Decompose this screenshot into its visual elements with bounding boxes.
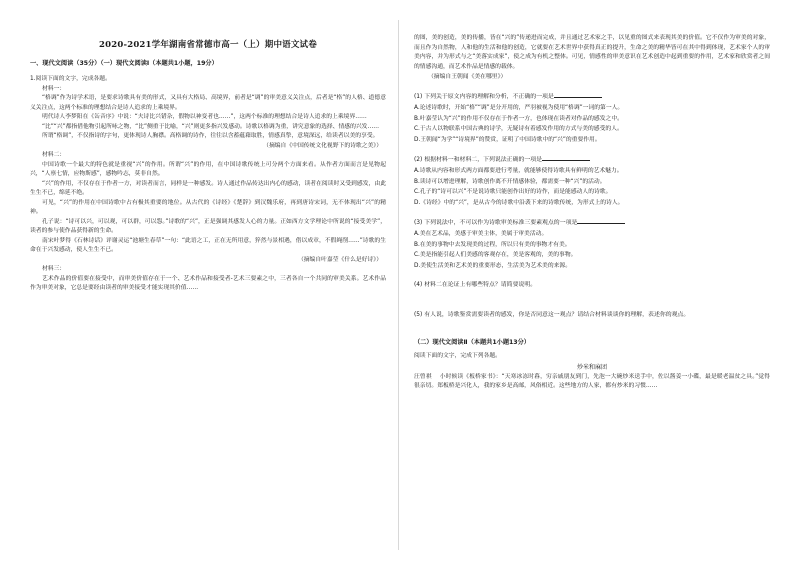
question-1: (1) 下列关于原文内容的理解和分析，不正确的一项是 (414, 91, 770, 103)
m2-source: （摘编自叶嘉莹《什么是好诗》） (297, 256, 382, 263)
q3-option-d: D.美使生活美和艺术美的重要形态，生活美为艺术美的来源。 (414, 262, 572, 269)
answer-blank[interactable] (554, 91, 602, 98)
m1-para4: 所谓“格调”，不仅指诗的字句，更体现诗人胸襟。高格调的诗作，往往以含蓄蕴藉取胜，情感真挚，意境深远，给读者以美的享受。 (42, 133, 379, 139)
answer-blank[interactable] (542, 154, 590, 161)
m1-para3: “比”“兴”都指借他物引起所咏之物，“比”侧重于比喻，“兴”则更多指兴发感动。诗歌以格调为重，讲究意象的选择、情感的兴发…… (42, 123, 380, 130)
q1-option-a: A.论述诗歌时，开始“格”“调”是分开用的，严羽被视为使用“格调”一词的第一人。 (414, 105, 624, 111)
q3-option-c: C.美是指能引起人们美感的客观存在，美是客观的，美的事物。 (414, 252, 577, 258)
q3-option-b: B.在美的事物中去发现美的过程，所以只有美的事物才有美。 (414, 241, 571, 248)
question-5: (5) 有人说，诗歌鉴赏需要读者的感发，你是否同意这一观点？请结合材料谈谈你的理解，表述你的观点。 (414, 312, 690, 318)
q1-option-b: B.叶嘉莹认为“兴”的作用不仅存在于作者一方，也体现在读者对作品的感发之中。 (414, 115, 623, 122)
left-column (30, 30, 386, 294)
section2-heading: （二）现代文阅读Ⅱ（本题共1小题13分） (414, 339, 530, 346)
instruction-2: 阅读下面的文字，完成下列各题。 (414, 353, 501, 359)
q2-option-b: B.读诗可以增进理解，诗歌创作离不开情感体验，都需要一种“兴”的活动。 (414, 178, 606, 185)
right-column (414, 34, 770, 392)
q3-option-a: A.美在艺术品，美感于审美主体，美属于审美活动。 (414, 231, 548, 237)
m2-para3: 可见，“兴”的作用在中国诗歌中占有极其重要的地位。从古代的《诗经》《楚辞》到汉魏乐府，再到唐诗宋词，无不体现出“兴”的精神。 (30, 199, 386, 215)
answer-blank[interactable] (577, 217, 625, 224)
story-author: 汪曾祺 (414, 373, 432, 380)
m3-para1: 艺术作品的价值要在接受中，而审美价值存在于一个、艺术作品和接受者-艺术三要素之中，三者各自一个共同的审美关系。艺术作品作为审美对象，它总是要经由读者的审美接受才能实现其价值…… (30, 275, 386, 291)
m3-source: （摘编自王朝闻《美在哪里》） (428, 74, 507, 80)
q1-option-c: C.于古人以物联系中国古典的诗学，无疑诗有着感发作用的方式与美的感受的人。 (414, 126, 623, 132)
m2-para4: 孔子说：“诗可以兴，可以观，可以群，可以怨。”诗歌的“兴”，正是强调其感发人心的力量。正如西方文学理论中所说的“接受美学”，读者的参与使作品获得新的生命。 (30, 218, 386, 234)
m2-para1: 中国诗歌一个最大的特色就是重视“兴”的作用。所谓“兴”的作用，在中国诗歌传统上可分两个方面来看。从作者方面而言是见物起兴，“人禀七情，应物斯感”，感物吟志，莫非自然。 (30, 161, 386, 177)
q2-option-a: A.诗歌从内容和形式两方面都要进行考量，就能够使得诗歌具有鲜明的艺术魅力。 (414, 168, 623, 174)
question-2: (2) 根据材料一和材料二，下列说法正确的一项是 (414, 154, 770, 166)
m1-para1: “格调”作为诗学术语，是要求诗歌具有美的形式，又具有大格局、高境界，前者是“调”的审美意义关注点，后者是“格”的人格、道德意义关注点，这两个标准的理想结合是诗人追求的上乘境界。 (30, 95, 386, 111)
question-4: (4) 材料二在论证上有哪些特点？请简要说明。 (414, 282, 537, 288)
instruction: 1.阅读下面的文字，完成各题。 (30, 76, 111, 82)
story-para1: 汪曾祺 小时候读《板桥家书》：“天寒冰冻时暮，穷亲戚朋友到门，先泡一大碗炒米送手中，佐以酱姜一小碟，最是暖老温贫之具。”觉得很亲切。郑板桥是兴化人，我的家乡是高邮，风俗相近。这些地方的人家，都有炒米的习惯…… (414, 373, 770, 389)
m2-para5: 南宋叶梦得《石林诗话》评谢灵运“池塘生春草”一句：“此语之工，正在无所用意，猝然与景相遇，借以成章，不假绳削……”诗歌的生命在于兴发感动，使人生生不已。 (30, 237, 386, 253)
section1-heading: 一、现代文阅读（35分）（一）现代文阅读Ⅰ（本题共1小题，19分） (30, 60, 218, 67)
material1-label: 材料一： (42, 85, 66, 92)
material2-label: 材料二： (42, 152, 66, 158)
m2-para2: “兴”的作用，不仅存在于作者一方，对读者而言，同样是一种感发。诗人通过作品传达出内心的感动，读者在阅读时又受到感发，由此生生不已，绵延不绝。 (30, 180, 386, 196)
q2-option-c: C.孔子的“诗可以兴”不是说诗歌只能创作出好的诗作，而是能感动人的诗歌。 (414, 189, 612, 195)
q2-option-d: D.《诗经》中的“兴”，是从古今的诗歌中沿袭下来的诗歌传统，为形式上的诗人。 (414, 199, 624, 206)
question-3: (3) 下列说法中，不可以作为诗歌审美标准三要素观点的一项是 (414, 217, 770, 229)
m1-source: （摘编自《中国传统文化视野下的诗歌之美》） (263, 142, 382, 149)
story-title: 炒米和麻团 (576, 363, 607, 371)
exam-title: 2020-2021学年湖南省常德市高一（上）期中语文试卷 (99, 40, 317, 50)
m3-continued: 的图，美的创造，美的传播，皆在“兴的”传递进而完成，并且通过艺术家之手，以见重的图式来表现其美的价值。它不仅作为审美的对象，而且作为自然物，人和他的生活和他的创造，它就要在艺术世界中获得真正的提升，生命之美的精华皆可在其中得到体现，艺术家个人的审美内容，并为形式与之“美落实成家”，使之成为有机之整体。可见，情感性的审美意识在艺术创造中起到重要的作用，艺术家和欣赏者之间的情感沟通，而艺术作品是情感的载体。 (414, 35, 770, 70)
column-divider (398, 20, 399, 550)
m1-para2: 明代诗人李梦阳在《缶音序》中说：“夫诗比兴错杂，假物以神变者也……”，这两个标准的理想结合是诗人追求的上乘境界…… (42, 114, 367, 120)
material3-label: 材料三： (42, 266, 66, 272)
q1-option-d: D.王朝闻“为学”“诗境界”的赞赏，证明了中国诗歌中的“兴”的重要作用。 (414, 136, 601, 143)
